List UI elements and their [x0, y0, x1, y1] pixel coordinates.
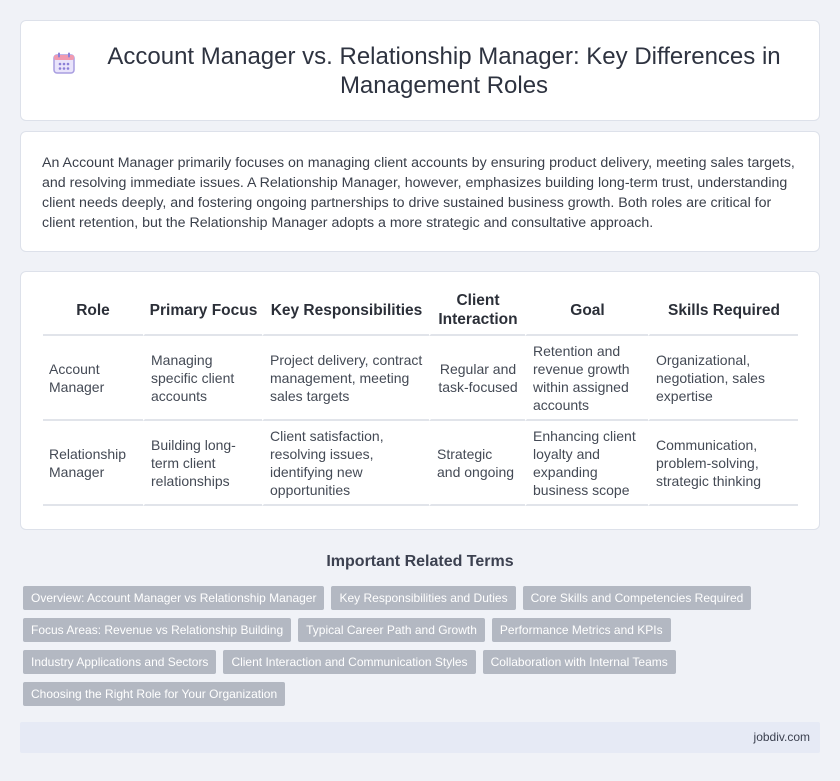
title-card	[20, 20, 820, 121]
cell-key-responsibilities: Client satisfaction, resolving issues, identifying new opportunities	[262, 421, 429, 506]
comparison-table	[43, 286, 798, 506]
cell-key-responsibilities: Project delivery, contract management, meeting sales targets	[262, 336, 429, 421]
table-row	[43, 421, 798, 506]
related-term-tag[interactable]: Choosing the Right Role for Your Organization	[23, 682, 285, 706]
header-client-interaction: Client Interaction	[429, 286, 525, 336]
header-primary-focus: Primary Focus	[143, 286, 262, 336]
page-title: Account Manager vs. Relationship Manager: Key Differences in Management Roles	[107, 42, 781, 99]
related-term-tag[interactable]: Focus Areas: Revenue vs Relationship Building	[23, 618, 291, 642]
related-term-tag[interactable]: Typical Career Path and Growth	[298, 618, 485, 642]
cell-client-interaction: Strategic and ongoing	[429, 421, 525, 506]
related-term-tag[interactable]: Core Skills and Competencies Required	[523, 586, 752, 610]
cell-primary-focus: Managing specific client accounts	[143, 336, 262, 421]
cell-client-interaction: Regular and task-focused	[429, 336, 525, 421]
cell-goal: Retention and revenue growth within assigned accounts	[525, 336, 648, 421]
related-term-tag[interactable]: Overview: Account Manager vs Relationship Manager	[23, 586, 324, 610]
cell-primary-focus: Building long-term client relationships	[143, 421, 262, 506]
comparison-card	[20, 271, 820, 530]
cell-goal: Enhancing client loyalty and expanding business scope	[525, 421, 648, 506]
related-terms-heading: Important Related Terms	[326, 553, 514, 570]
header-goal: Goal	[525, 286, 648, 336]
cell-role: Relationship Manager	[43, 421, 143, 506]
related-term-tag[interactable]: Client Interaction and Communication Styles	[223, 650, 475, 674]
header-key-responsibilities: Key Responsibilities	[262, 286, 429, 336]
related-term-tag[interactable]: Collaboration with Internal Teams	[483, 650, 676, 674]
intro-paragraph: An Account Manager primarily focuses on managing client accounts by ensuring product delivery, meeting sales targets, and resolving immediate issues. A Relationship Manager, however, emphasizes building long-term trust, understanding client needs deeply, and fostering ongoing partnerships to drive sustained business growth. Both roles are critical for client retention, but the Relationship Manager adopts a more strategic and consultative approach.	[42, 155, 795, 231]
related-term-tag[interactable]: Performance Metrics and KPIs	[492, 618, 671, 642]
header-skills-required: Skills Required	[648, 286, 798, 336]
cell-role: Account Manager	[43, 336, 143, 421]
table-header-row	[43, 286, 798, 336]
cell-skills-required: Organizational, negotiation, sales expertise	[648, 336, 798, 421]
header-role: Role	[43, 286, 143, 336]
related-terms-list	[23, 586, 803, 706]
related-term-tag[interactable]: Industry Applications and Sectors	[23, 650, 216, 674]
calendar-icon	[51, 50, 77, 76]
table-row	[43, 336, 798, 421]
related-term-tag[interactable]: Key Responsibilities and Duties	[331, 586, 515, 610]
intro-card	[20, 131, 820, 252]
footer	[20, 722, 820, 753]
footer-site-link[interactable]: jobdiv.com	[753, 730, 810, 744]
cell-skills-required: Communication, problem-solving, strategic thinking	[648, 421, 798, 506]
